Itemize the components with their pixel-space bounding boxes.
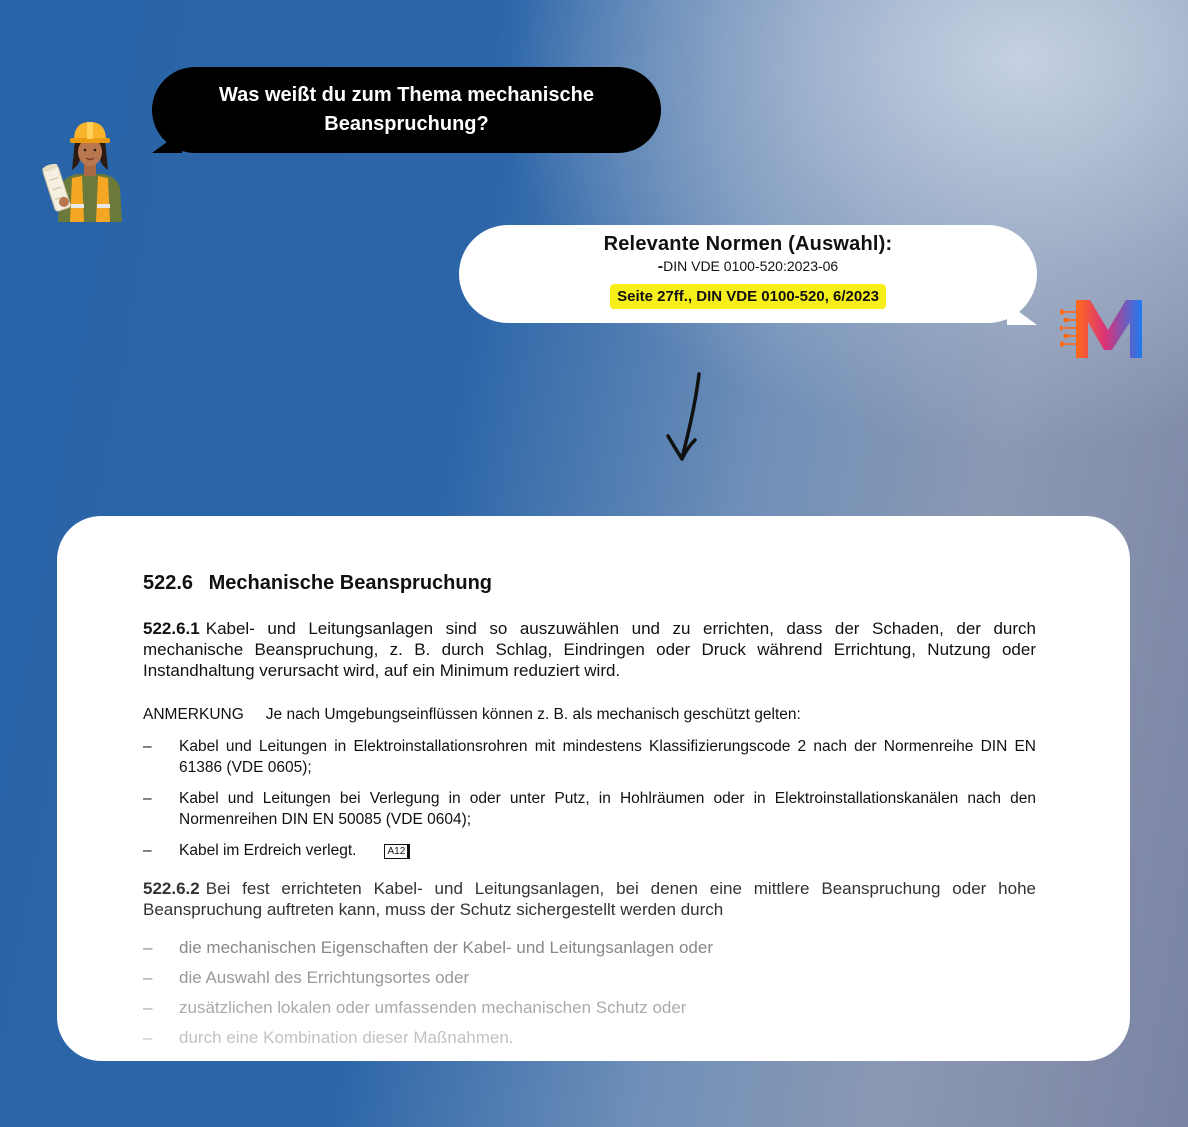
- note-text: Je nach Umgebungseinflüssen können z. B. als mechanisch geschützt gelten:: [265, 706, 801, 723]
- note-list: [143, 736, 1036, 861]
- list-item: [143, 736, 1036, 778]
- paragraph-number: 522.6.2: [143, 879, 200, 898]
- page-reference-highlight: Seite 27ff., DIN VDE 0100-520, 6/2023: [610, 284, 886, 309]
- answer-speech-bubble: [459, 225, 1037, 323]
- norm-dash: -: [657, 258, 664, 275]
- list-item-text: durch eine Kombination dieser Maßnahmen.: [179, 1028, 514, 1047]
- down-arrow-icon: [655, 368, 715, 468]
- amendment-tag: A12: [384, 844, 410, 859]
- list-item-text: die mechanischen Eigenschaften der Kabel- und Leitungsanlagen oder: [179, 938, 713, 957]
- answer-title: Relevante Normen (Auswahl):: [603, 233, 893, 255]
- measures-list: [143, 937, 1036, 1048]
- list-dash: –: [143, 790, 152, 807]
- paragraph-522-6-1: [143, 618, 1036, 681]
- list-item-text: Kabel und Leitungen bei Verlegung in oder unter Putz, in Hohlräumen oder in Elektroinstallationskanälen nach den Normenreihen DIN EN 50085 (VDE 0604);: [179, 790, 1036, 828]
- note-label: ANMERKUNG: [143, 706, 244, 723]
- list-dash: –: [143, 998, 153, 1017]
- paragraph-text: Kabel- und Leitungsanlagen sind so auszuwählen und zu errichten, dass der Schaden, der durch mechanische Beanspruchung, z. B. durch Schlag, Eindringen oder Druck während Errichtung, Nutzung oder Instandhaltung verursacht wird, auf ein Minimum reduziert wird.: [143, 619, 1036, 680]
- list-dash: –: [143, 1028, 153, 1047]
- list-item-text: Kabel und Leitungen in Elektroinstallationsrohren mit mindestens Klassifizierungscode 2 nach der Normenreihe DIN EN 61386 (VDE 0605);: [179, 738, 1036, 776]
- list-item: [143, 967, 1036, 988]
- user-speech-bubble: [152, 67, 661, 153]
- note-block: [143, 705, 1036, 725]
- norm-excerpt-card: [57, 516, 1130, 1061]
- construction-worker-icon: [40, 118, 140, 224]
- list-item: [143, 937, 1036, 958]
- norm-excerpt-content: [143, 572, 1036, 1057]
- list-dash: –: [143, 738, 152, 755]
- list-item: [143, 788, 1036, 830]
- list-dash: –: [143, 968, 153, 987]
- paragraph-522-6-2: [143, 878, 1036, 920]
- user-bubble-tail: [152, 131, 182, 153]
- section-number: 522.6: [143, 572, 194, 594]
- list-item: [143, 840, 1036, 861]
- list-dash: –: [143, 938, 153, 957]
- section-title: Mechanische Beanspruchung: [208, 572, 493, 594]
- list-item-text: Kabel im Erdreich verlegt.: [179, 842, 357, 859]
- list-item-text: zusätzlichen lokalen oder umfassenden mechanischen Schutz oder: [179, 998, 687, 1017]
- paragraph-text: Bei fest errichteten Kabel- und Leitungsanlagen, bei denen eine mittlere Beanspruchung oder hohe Beanspruchung auftreten kann, muss der Schutz sichergestellt werden durch: [143, 879, 1036, 919]
- list-item-text: die Auswahl des Errichtungsortes oder: [179, 968, 470, 987]
- norm-line: [459, 258, 1037, 276]
- paragraph-number: 522.6.1: [143, 619, 200, 638]
- user-question: Was weißt du zum Thema mechanische Beanspruchung?: [219, 84, 594, 135]
- section-heading: [143, 572, 1036, 595]
- norm-name: DIN VDE 0100-520:2023-06: [663, 258, 839, 274]
- list-item: [143, 1027, 1036, 1048]
- m-logo-icon: [1060, 298, 1144, 360]
- answer-bubble-tail: [1007, 303, 1037, 325]
- list-dash: –: [143, 842, 152, 859]
- list-item: [143, 997, 1036, 1018]
